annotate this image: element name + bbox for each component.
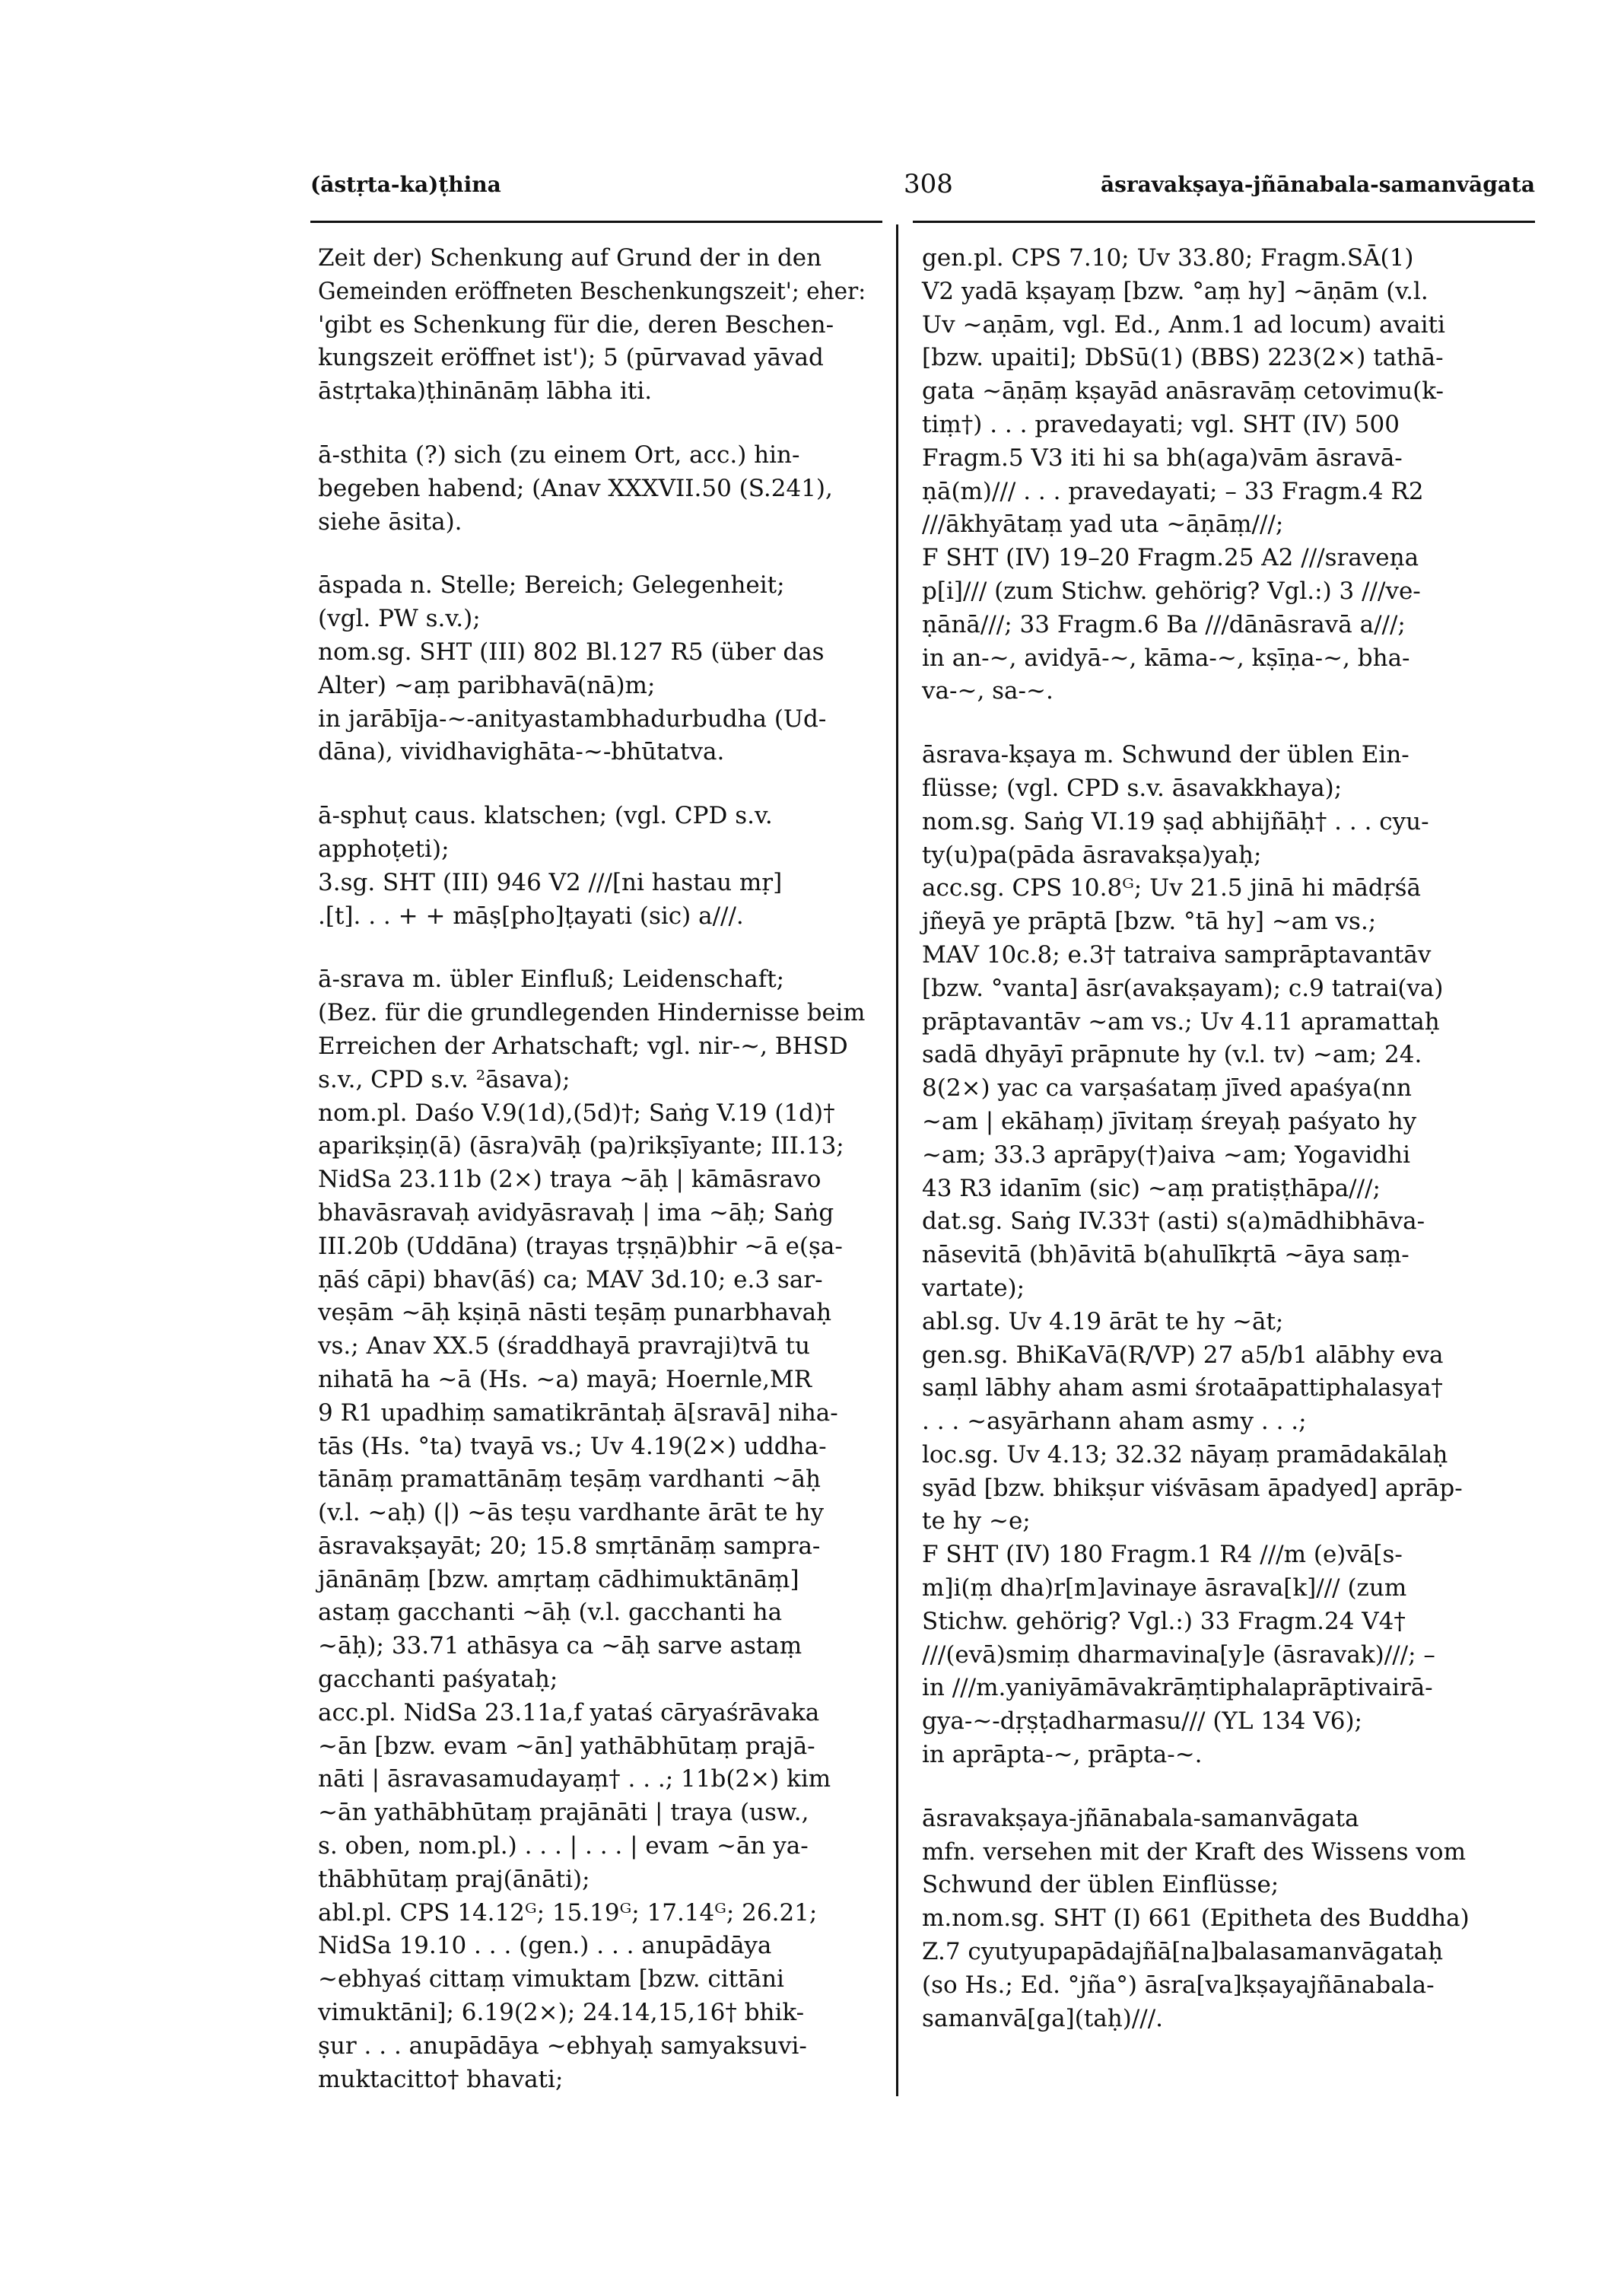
left-column-line: nom.pl. Daśo V.9(1d),(5d)†; Saṅg V.19 (1d)† (318, 1099, 835, 1127)
left-column-line: siehe āsita). (318, 508, 462, 536)
right-column-line: mfn. versehen mit der Kraft des Wissens vom (922, 1838, 1466, 1866)
left-column-line: tānāṃ pramattānāṃ teṣāṃ vardhanti ~āḥ (318, 1465, 821, 1494)
right-column-line: āsrava-kṣaya m. Schwund der üblen Ein- (922, 741, 1409, 769)
right-column-line: p[i]/// (zum Stichw. gehörig? Vgl.:) 3 ///ve- (922, 577, 1421, 605)
right-column-line: Fragm.5 V3 iti hi sa bh(aga)vām āsravā- (922, 444, 1403, 472)
right-column-line: Schwund der üblen Einflüsse; (922, 1871, 1279, 1899)
left-column-line: Alter) ~aṃ paribhavā(nā)m; (318, 671, 656, 699)
left-column-line: .[t]. . . + + māṣ[pho]ṭayati (sic) a///. (318, 902, 744, 930)
right-column-line: [bzw. upaiti]; DbSū(1) (BBS) 223(2×) tathā- (922, 344, 1444, 372)
entry-spacer (922, 1772, 1492, 1803)
right-column-line: ~am | ekāhaṃ) jīvitaṃ śreyaḥ paśyato hy (922, 1107, 1417, 1135)
right-column-line: (so Hs.; Ed. °jña°) āsra[va]kṣayajñānabala- (922, 1971, 1435, 1999)
right-column-line: gata ~āṇāṃ kṣayād anāsravāṃ cetovimu(k- (922, 377, 1444, 406)
right-column-line: saṃl lābhy aham asmi śrotaāpattiphalasya† (922, 1374, 1443, 1402)
entry-spacer (318, 409, 866, 439)
right-column-line: gya-~-dṛṣṭadharmasu/// (YL 134 V6); (922, 1707, 1362, 1736)
left-column-line: muktacitto† bhavati; (318, 2065, 564, 2093)
left-column-line: NidSa 23.11b (2×) traya ~āḥ | kāmāsravo (318, 1166, 822, 1194)
right-column-line: abl.sg. Uv 4.19 ārāt te hy ~āt; (922, 1307, 1284, 1335)
left-column-line: begeben habend; (Anav XXXVII.50 (S.241), (318, 474, 833, 502)
right-column-line: ~am; 33.3 aprāpy(†)aiva ~am; Yogavidhi (922, 1141, 1411, 1169)
left-column-line: nāti | āsravasamudayaṃ† . . .; 11b(2×) kim (318, 1765, 831, 1793)
left-column-line: dāna), vividhavighāta-~-bhūtatva. (318, 738, 725, 766)
left-column-line: Gemeinden eröffneten Beschenkungszeit'; eher: (318, 277, 866, 305)
right-column-line: 8(2×) yac ca varṣaśataṃ jīved apaśya(nn (922, 1074, 1412, 1103)
right-column-line: āsravakṣaya-jñānabala-samanvāgata (922, 1804, 1359, 1832)
right-column-line: [bzw. °vanta] āsr(avakṣayam); c.9 tatrai(va) (922, 974, 1444, 1002)
left-column-line: āsravakṣayāt; 20; 15.8 smṛtānāṃ sampra- (318, 1532, 821, 1560)
right-column-line: syād [bzw. bhikṣur viśvāsam āpadyed] aprāp- (922, 1474, 1463, 1502)
right-column-line: m]i(ṃ dha)r[m]avinaye āsrava[k]/// (zum (922, 1574, 1407, 1602)
right-column-line: te hy ~e; (922, 1507, 1031, 1535)
right-column-line: m.nom.sg. SHT (I) 661 (Epitheta des Buddha) (922, 1904, 1470, 1933)
left-column-line: 3.sg. SHT (III) 946 V2 ///[ni hastau mṛ] (318, 868, 783, 896)
entry-spacer (318, 539, 866, 569)
right-column-line: ṇānā///; 33 Fragm.6 Ba ///dānāsravā a///; (922, 610, 1406, 638)
left-column-line: ~ān yathābhūtaṃ prajānāti | traya (usw., (318, 1799, 809, 1827)
left-column-line: āstṛtaka)ṭhinānāṃ lābha iti. (318, 377, 653, 406)
right-column-line: in ///m.yaniyāmāvakrāṃtiphalaprāptivairā- (922, 1674, 1433, 1702)
left-column-line: Zeit der) Schenkung auf Grund der in den (318, 244, 822, 272)
left-column-line: s. oben, nom.pl.) . . . | . . . | evam ~ān ya- (318, 1832, 809, 1860)
left-column-line: tās (Hs. °ta) tvayā vs.; Uv 4.19(2×) uddha- (318, 1432, 827, 1460)
left-column-line: abl.pl. CPS 14.12ᴳ; 15.19ᴳ; 17.14ᴳ; 26.21; (318, 1898, 818, 1927)
right-column-line: prāptavantāv ~am vs.; Uv 4.11 apramattaḥ (922, 1007, 1440, 1036)
left-column-line: ā-sphuṭ caus. klatschen; (vgl. CPD s.v. (318, 802, 773, 830)
right-column (922, 242, 1492, 2035)
right-column-line: 43 R3 idanīm (sic) ~aṃ pratiṣṭhāpa///; (922, 1174, 1381, 1202)
left-column-line: NidSa 19.10 . . . (gen.) . . . anupādāya (318, 1932, 772, 1960)
right-column-line: . . . ~asyārhann aham asmy . . .; (922, 1408, 1307, 1436)
right-column-line: acc.sg. CPS 10.8ᴳ; Uv 21.5 jinā hi mādṛśā (922, 874, 1421, 902)
right-column-line: in an-~, avidyā-~, kāma-~, kṣīṇa-~, bha- (922, 644, 1410, 672)
left-column-line: ṣur . . . anupādāya ~ebhyaḥ samyaksuvi- (318, 2032, 807, 2060)
entry-spacer (318, 933, 866, 963)
left-column-line: (vgl. PW s.v.); (318, 605, 481, 633)
left-column-line: vs.; Anav XX.5 (śraddhayā pravraji)tvā tu (318, 1332, 810, 1360)
right-column-line: in aprāpta-~, prāpta-~. (922, 1741, 1203, 1769)
right-column-line: sadā dhyāyī prāpnute hy (v.l. tv) ~am; 24. (922, 1041, 1422, 1069)
left-column-line: Erreichen der Arhatschaft; vgl. nir-~, BHSD (318, 1032, 848, 1060)
right-column-line: gen.pl. CPS 7.10; Uv 33.80; Fragm.SĀ(1) (922, 244, 1414, 272)
left-column-line: in jarābīja-~-anityastambhadurbudha (Ud- (318, 705, 827, 733)
right-column-line: tiṃ†) . . . pravedayati; vgl. SHT (IV) 500 (922, 410, 1400, 438)
header-right-guideword: āsravakṣaya-jñānabala-samanvāgata (1100, 172, 1535, 197)
left-column-line: 9 R1 upadhiṃ samatikrāntaḥ ā[sravā] niha- (318, 1398, 838, 1427)
header-left-guideword: (āstṛta-ka)ṭhina (310, 172, 501, 197)
entry-spacer (922, 708, 1492, 739)
left-column-line: aparikṣiṇ(ā) (āsra)vāḥ (pa)rikṣīyante; III.13; (318, 1132, 844, 1160)
right-column-line: F SHT (IV) 180 Fragm.1 R4 ///m (e)vā[s- (922, 1541, 1403, 1569)
left-column-line: s.v., CPD s.v. ²āsava); (318, 1065, 570, 1093)
left-column-line: ā-sthita (?) sich (zu einem Ort, acc.) hin- (318, 441, 800, 469)
right-column-line: ty(u)pa(pāda āsravakṣa)yaḥ; (922, 841, 1262, 869)
left-column-line: nom.sg. SHT (III) 802 Bl.127 R5 (über das (318, 638, 825, 666)
left-column-line: thābhūtaṃ praj(ānāti); (318, 1865, 590, 1893)
left-column-line: āspada n. Stelle; Bereich; Gelegenheit; (318, 571, 785, 600)
entry-spacer (318, 769, 866, 800)
right-column-line: va-~, sa-~. (922, 677, 1054, 705)
left-column-line: vimuktāni]; 6.19(2×); 24.14,15,16† bhik- (318, 1999, 805, 2027)
left-column-top-rule (310, 221, 882, 223)
right-column-line: loc.sg. Uv 4.13; 32.32 nāyaṃ pramādakālaḥ (922, 1440, 1448, 1468)
left-column-line: gacchanti paśyataḥ; (318, 1666, 558, 1694)
right-column-line: Stichw. gehörig? Vgl.:) 33 Fragm.24 V4† (922, 1607, 1406, 1635)
right-column-line: dat.sg. Saṅg IV.33† (asti) s(a)mādhibhāva- (922, 1208, 1425, 1236)
right-column-top-rule (913, 221, 1535, 223)
left-column-line: 'gibt es Schenkung für die, deren Beschen- (318, 310, 834, 339)
left-column-line: astaṃ gacchanti ~āḥ (v.l. gacchanti ha (318, 1599, 783, 1627)
right-column-line: samanvā[ga](taḥ)///. (922, 2004, 1164, 2032)
running-header (310, 169, 1535, 210)
right-column-line: Z.7 cyutyupapādajñā[na]balasamanvāgataḥ (922, 1938, 1444, 1966)
right-column-line: vartate); (922, 1274, 1025, 1302)
left-column-line: nihatā ha ~ā (Hs. ~a) mayā; Hoernle,MR (318, 1365, 812, 1393)
right-column-line: MAV 10c.8; e.3† tatraiva samprāptavantāv (922, 940, 1432, 969)
right-column-line: gen.sg. BhiKaVā(R/VP) 27 a5/b1 alābhy eva (922, 1341, 1444, 1369)
right-column-line: ///ākhyātaṃ yad uta ~āṇāṃ///; (922, 511, 1284, 539)
left-column (318, 242, 866, 2096)
right-column-line: jñeyā ye prāptā [bzw. °tā hy] ~am vs.; (922, 908, 1377, 936)
left-column-line: ~ān [bzw. evam ~ān] yathābhūtaṃ prajā- (318, 1732, 815, 1760)
right-column-line: nāsevitā (bh)āvitā b(ahulīkṛtā ~āya saṃ- (922, 1241, 1409, 1269)
left-column-line: ~ebhyaś cittaṃ vimuktam [bzw. cittāni (318, 1965, 784, 1993)
left-column-line: ā-srava m. übler Einfluß; Leidenschaft; (318, 966, 785, 994)
left-column-line: (Bez. für die grundlegenden Hindernisse beim (318, 999, 866, 1027)
left-column-line: jānānāṃ [bzw. amṛtaṃ cādhimuktānāṃ] (318, 1565, 799, 1593)
left-column-line: ~āḥ); 33.71 athāsya ca ~āḥ sarve astaṃ (318, 1632, 802, 1660)
left-column-line: apphoṭeti); (318, 835, 450, 863)
right-column-line: nom.sg. Saṅg VI.19 ṣaḍ abhijñāḥ† . . . cyu- (922, 807, 1429, 835)
right-column-line: flüsse; (vgl. CPD s.v. āsavakkhaya); (922, 774, 1343, 802)
right-column-line: ṇā(m)/// . . . pravedayati; – 33 Fragm.4 R2 (922, 477, 1424, 505)
column-divider (896, 224, 898, 2096)
left-column-line: ṇāś cāpi) bhav(āś) ca; MAV 3d.10; e.3 sar- (318, 1265, 823, 1293)
left-column-line: kungszeit eröffnet ist'); 5 (pūrvavad yāvad (318, 344, 824, 372)
right-column-line: F SHT (IV) 19–20 Fragm.25 A2 ///sraveṇa (922, 544, 1419, 572)
left-column-line: bhavāsravaḥ avidyāsravaḥ | ima ~āḥ; Saṅg (318, 1198, 834, 1227)
left-column-line: acc.pl. NidSa 23.11a,f yataś cāryaśrāvaka (318, 1698, 820, 1726)
page-number: 308 (904, 169, 953, 199)
left-column-line: (v.l. ~aḥ) (|) ~ās teṣu vardhante ārāt te hy (318, 1499, 824, 1527)
left-column-line: III.20b (Uddāna) (trayas tṛṣṇā)bhir ~ā e(ṣa- (318, 1232, 843, 1260)
right-column-line: V2 yadā kṣayaṃ [bzw. °aṃ hy] ~āṇām (v.l. (922, 277, 1429, 305)
right-column-line: Uv ~aṇām, vgl. Ed., Anm.1 ad locum) avaiti (922, 310, 1445, 339)
right-column-line: ///(evā)smiṃ dharmavina[y]e (āsravak)///; – (922, 1640, 1435, 1669)
left-column-line: veṣām ~āḥ kṣiṇā nāsti teṣāṃ punarbhavaḥ (318, 1299, 832, 1327)
